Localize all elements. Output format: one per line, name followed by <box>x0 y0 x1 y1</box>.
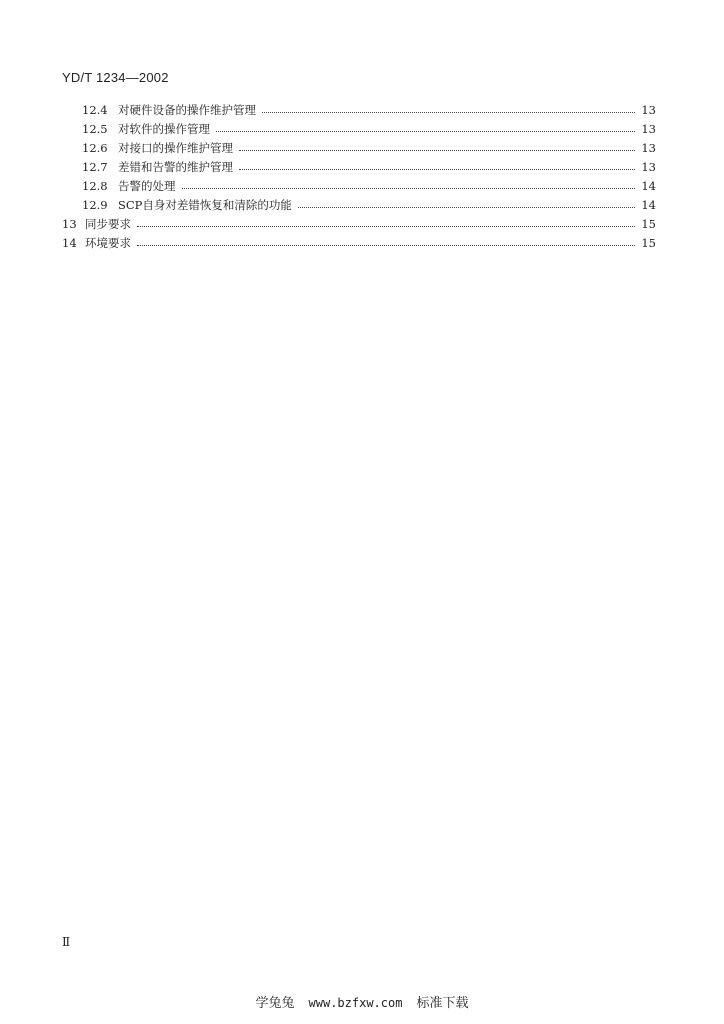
toc-number: 12.5 <box>82 121 108 136</box>
footer-site-name: 学兔兔 <box>255 996 295 1011</box>
toc-entry-12-6[interactable] <box>82 138 656 157</box>
toc-page-number: 14 <box>641 197 656 212</box>
toc-leader-dots <box>262 111 635 113</box>
toc-leader-dots <box>239 168 635 170</box>
toc-page-number: 15 <box>641 216 656 231</box>
toc-page-number: 14 <box>641 178 656 193</box>
toc-number: 12.6 <box>82 140 108 155</box>
toc-entry-12-9[interactable] <box>82 195 656 214</box>
toc-title: 差错和告警的维护管理 <box>118 159 233 174</box>
toc-number: 12.4 <box>82 102 108 117</box>
toc-leader-dots <box>216 130 635 132</box>
toc-number: 13 <box>62 216 77 231</box>
document-code: YD/T 1234—2002 <box>62 70 169 85</box>
toc-page-number: 13 <box>641 102 656 117</box>
toc-title: 对接口的操作维护管理 <box>118 140 233 155</box>
toc-entry-12-4[interactable] <box>82 100 656 119</box>
toc-number: 12.7 <box>82 159 108 174</box>
toc-title: 环境要求 <box>85 235 131 250</box>
toc-page-number: 13 <box>641 159 656 174</box>
toc-leader-dots <box>298 206 635 208</box>
footer-url-link[interactable]: www.bzfxw.com <box>308 996 403 1010</box>
toc-title: 对硬件设备的操作维护管理 <box>118 102 256 117</box>
toc-leader-dots <box>137 225 635 227</box>
toc-title: 同步要求 <box>85 216 131 231</box>
toc-entry-12-5[interactable] <box>82 119 656 138</box>
toc-number: 14 <box>62 235 77 250</box>
site-footer <box>0 992 724 1011</box>
toc-leader-dots <box>239 149 635 151</box>
toc-entry-14[interactable] <box>62 233 656 252</box>
toc-leader-dots <box>182 187 636 189</box>
toc-page-number: 13 <box>641 121 656 136</box>
toc-entry-12-7[interactable] <box>82 157 656 176</box>
footer-tagline: 标准下载 <box>416 996 469 1011</box>
toc-leader-dots <box>137 244 635 246</box>
page-folio: Ⅱ <box>62 935 71 949</box>
toc-page-number: 15 <box>641 235 656 250</box>
toc-title: 告警的处理 <box>118 178 176 193</box>
toc-number: 12.9 <box>82 197 108 212</box>
toc-number: 12.8 <box>82 178 108 193</box>
toc-entry-12-8[interactable] <box>82 176 656 195</box>
toc-title: 对软件的操作管理 <box>118 121 210 136</box>
toc-entry-13[interactable] <box>62 214 656 233</box>
toc-title: SCP自身对差错恢复和清除的功能 <box>118 197 292 212</box>
toc-page-number: 13 <box>641 140 656 155</box>
